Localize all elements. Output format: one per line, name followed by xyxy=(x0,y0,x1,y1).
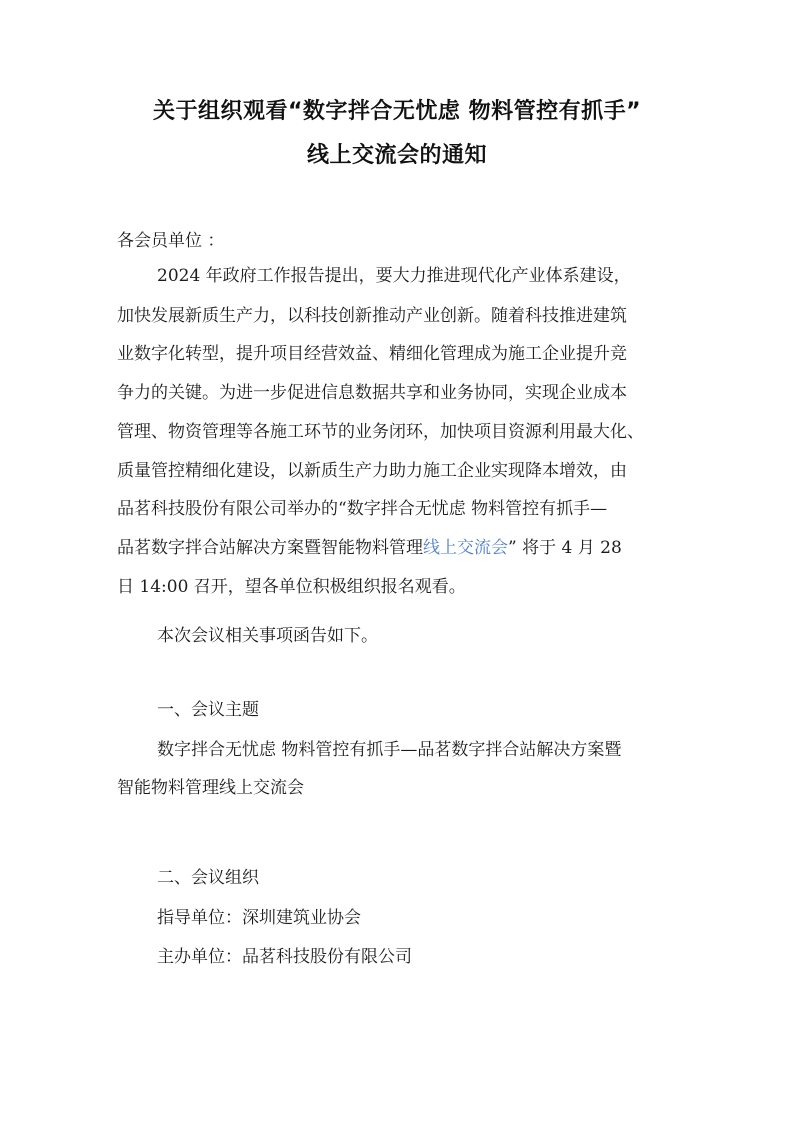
highlighted-event-name: 线上交流会 xyxy=(423,538,508,558)
paragraph-1-line-3: 业数字化转型，提升项目经营效益、精细化管理成为施工企业提升竞 xyxy=(117,344,627,364)
paragraph-2: 本次会议相关事项函告如下。 xyxy=(157,626,378,646)
host-unit: 主办单位：品茗科技股份有限公司 xyxy=(157,947,412,967)
section-1-heading: 一、会议主题 xyxy=(157,700,259,720)
title-line-2: 线上交流会的通知 xyxy=(306,143,487,168)
paragraph-1-line-2: 加快发展新质生产力，以科技创新推动产业创新。随着科技推进建筑 xyxy=(117,306,627,326)
salutation: 各会员单位 ： xyxy=(117,231,225,251)
guide-unit: 指导单位：深圳建筑业协会 xyxy=(157,908,361,928)
paragraph-1-line-1: 2024 年政府工作报告提出，要大力推进现代化产业体系建设， xyxy=(157,266,631,286)
title-line-1: 关于组织观看“数字拌合无忧虑 物料管控有抓手” xyxy=(152,99,642,124)
paragraph-1-line-4: 争力的关键。为进一步促进信息数据共享和业务协同，实现企业成本 xyxy=(117,383,627,403)
paragraph-1-line-8-end: ” 将于 4 月 28 xyxy=(508,538,622,558)
section-1-line-2: 智能物料管理线上交流会 xyxy=(117,778,304,798)
section-1-line-1: 数字拌合无忧虑 物料管控有抓手—品茗数字拌合站解决方案暨 xyxy=(157,740,622,760)
section-2-heading: 二、会议组织 xyxy=(157,868,259,888)
paragraph-1-line-9: 日 14:00 召开，望各单位积极组织报名观看。 xyxy=(117,577,466,597)
paragraph-1-line-5: 管理、物资管理等各施工环节的业务闭环，加快项目资源利用最大化、 xyxy=(117,422,644,442)
paragraph-1-line-8 xyxy=(117,536,622,560)
paragraph-1-line-7: 品茗科技股份有限公司举办的“数字拌合无忧虑 物料管控有抓手— xyxy=(117,499,608,519)
paragraph-1-line-8-start: 品茗数字拌合站解决方案暨智能物料管理 xyxy=(117,538,423,558)
paragraph-1-line-6: 质量管控精细化建设，以新质生产力助力施工企业实现降本增效，由 xyxy=(117,461,627,481)
